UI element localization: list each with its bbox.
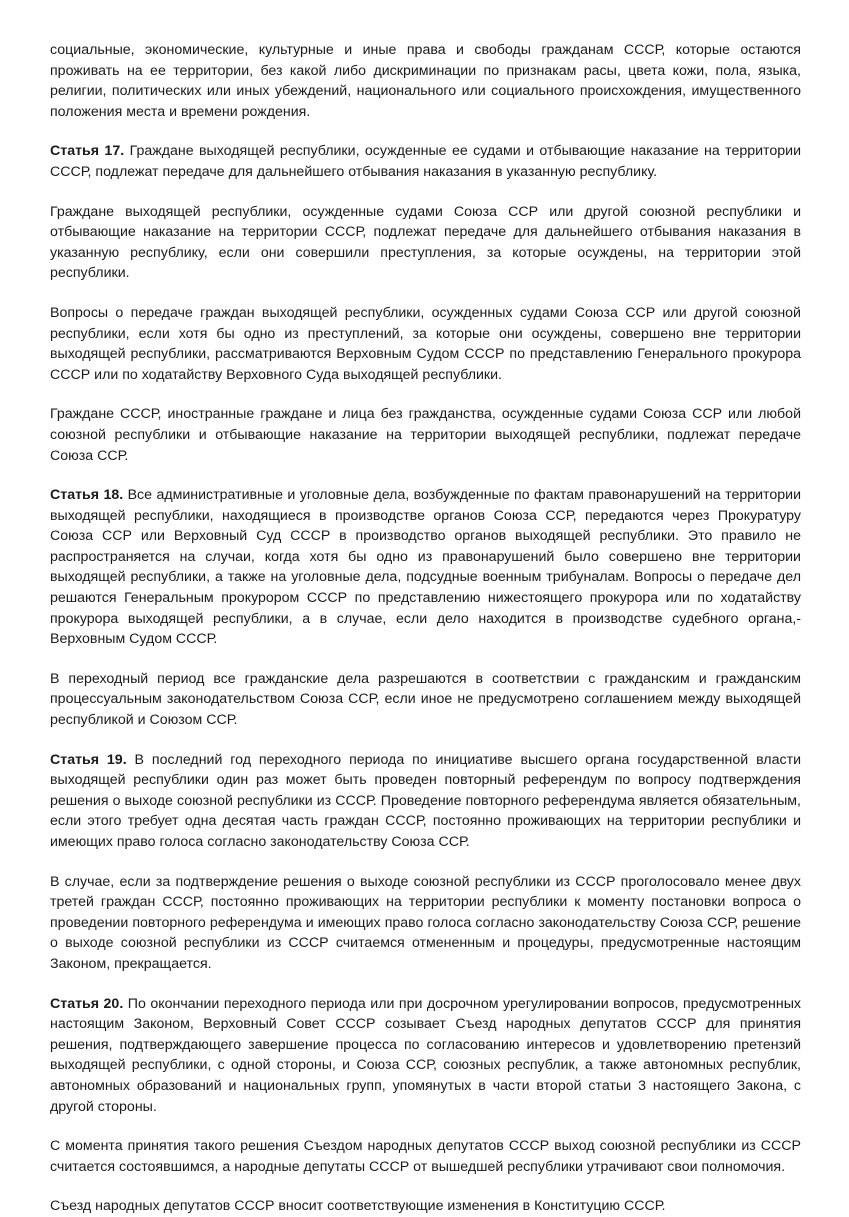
paragraph-text: Граждане выходящей республики, осужденные ее судами и отбывающие наказание на территории СССР, подлежат передаче для дальнейшего отбывания наказания в указанную республику. — [50, 143, 802, 180]
paragraph-text: По окончании переходного периода или при досрочном урегулировании вопросов, предусмотренных настоящим Законом, Верховный Совет СССР созывает Съезд народных депутатов СССР для принятия решения, подтверждающего завершение процесса по согласованию интересов и удовлетворению претензий выходящей республики, с одной стороны, и Союза ССР, союзных республик, а также автономных республик, автономных образований и национальных групп, упомянутых в части второй статьи 3 настоящего Закона, с другой стороны. — [50, 995, 801, 1115]
paragraph-text: С момента принятия такого решения Съездом народных депутатов СССР выход союзной республики из СССР считается состоявшимся, а народные депутаты СССР от вышедшей республики утрачивают свои полномочия. — [50, 1138, 801, 1175]
article-17 — [50, 141, 801, 182]
paragraph-text: Съезд народных депутатов СССР вносит соответствующие изменения в Конституцию СССР. — [50, 1198, 666, 1215]
paragraph-text: В случае, если за подтверждение решения о выходе союзной республики из СССР проголосовало менее двух третей граждан СССР, постоянно проживающих на территории республики к моменту постановки вопроса о проведении повторного референдума и имеющих право голоса согласно законодательству Союза ССР, решение о выходе союзной республики из СССР считаемся отмененным и процедуры, предусмотренные настоящим Законом, прекращается. — [50, 873, 801, 972]
article-19 — [50, 750, 801, 853]
paragraph-text: В переходный период все гражданские дела разрешаются в соответствии с гражданским и гражданским процессуальным законодательством Союза ССР, если иное не предусмотрено соглашением между выходящей республикой и Союзом ССР. — [50, 670, 801, 729]
paragraph-text: Граждане выходящей республики, осужденные судами Союза ССР или другой союзной республики и отбывающие наказание на территории СССР, подлежат передаче для дальнейшего отбывания наказания в указанную республику, если они совершили преступления, за которые осуждены, на территории этой республики. — [50, 203, 801, 282]
article-heading: Статья 19. — [50, 751, 127, 768]
paragraph-rights-continuation — [50, 40, 801, 122]
paragraph — [50, 303, 801, 385]
paragraph-text: В последний год переходного периода по инициативе высшего органа государственной власти выходящей республики один раз может быть проведен повторный референдум по вопросу подтверждения решения о выходе союзной республики из СССР. Проведение повторного референдума является обязательным, если этого требует одна десятая часть граждан СССР, постоянно проживающих на территории республики и имеющих право голоса согласно законодательству Союза ССР. — [50, 751, 801, 850]
paragraph — [50, 202, 801, 284]
paragraph-text: Все административные и уголовные дела, возбужденные по фактам правонарушений на территории выходящей республики, находящиеся в производстве органов Союза ССР, передаются через Прокуратуру Союза ССР или Верховный Суд СССР в производство органов выходящей республики. Это правило не распространяется на случаи, когда хотя бы одно из правонарушений было совершено вне территории выходящей республики, а также на уголовные дела, подсудные военным трибуналам. Вопросы о передаче дел решаются Генеральным прокурором СССР по представлению нижестоящего прокурора или по ходатайству прокурора выходящей республики, а в случае, если дело находится в производстве судебного органа,- Верховным Судом СССР. — [50, 487, 802, 648]
paragraph-text: Граждане СССР, иностранные граждане и лица без гражданства, осужденные судами Союза ССР или любой союзной республики и отбывающие наказание на территории выходящей республики, подлежат передаче Союза ССР. — [50, 406, 801, 464]
article-heading: Статья 20. — [50, 995, 124, 1012]
article-20 — [50, 994, 801, 1118]
paragraph — [50, 1136, 801, 1177]
paragraph — [50, 404, 801, 466]
paragraph — [50, 872, 801, 975]
paragraph — [50, 669, 801, 731]
paragraph-text: Вопросы о передаче граждан выходящей республики, осужденных судами Союза ССР или другой союзной республики, если хотя бы одно из преступлений, за которые они осуждены, совершено вне территории выходящей республики, рассматриваются Верховным Судом СССР по представлению Генерального прокурора СССР или по ходатайству Верховного Суда выходящей республики. — [50, 304, 801, 383]
paragraph-final — [50, 1196, 801, 1217]
article-heading: Статья 18. — [50, 487, 124, 504]
paragraph-text: социальные, экономические, культурные и иные права и свободы гражданам СССР, которые остаются проживать на ее территории, без какой либо дискриминации по признакам расы, цвета кожи, пола, языка, религии, политических или иных убеждений, национального или социального происхождения, имущественного положения места и времени рождения. — [50, 42, 801, 120]
article-heading: Статья 17. — [50, 143, 125, 160]
article-18 — [50, 485, 801, 650]
